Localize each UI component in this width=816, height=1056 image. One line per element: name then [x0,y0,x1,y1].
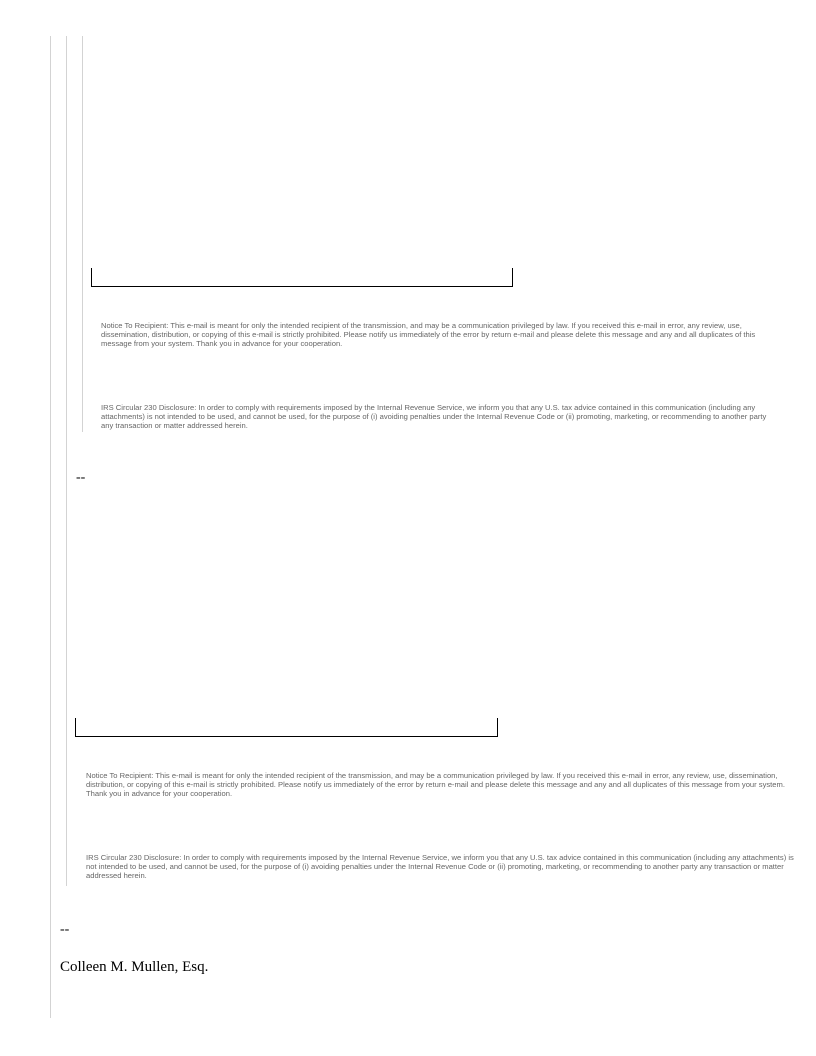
empty-table-box [91,268,513,287]
quote-level-3-line [82,36,83,432]
empty-table-box [75,718,498,737]
quote-level-1-line [50,36,51,1018]
irs-circular-230-text: IRS Circular 230 Disclosure: In order to comply with requirements imposed by the Internal Revenue Service, we inform you that any U.S. tax advice contained in this communication (including any attachments) is not intended to be used, and cannot be used, for the purpose of (i) avoiding penalties under the Internal Revenue Code or (ii) promoting, marketing, or recommending to another party any transaction or matter addressed herein. [86,853,794,880]
signature-name: Colleen M. Mullen, Esq. [60,959,209,975]
signature-separator: -- [76,470,86,485]
quote-level-2-line [66,36,67,886]
irs-circular-230-text: IRS Circular 230 Disclosure: In order to comply with requirements imposed by the Internal Revenue Service, we inform you that any U.S. tax advice contained in this communication (including any attachments) is not intended to be used, and cannot be used, for the purpose of (i) avoiding penalties under the Internal Revenue Code or (ii) promoting, marketing, or recommending to another party any transaction or matter addressed herein. [101,403,767,430]
notice-to-recipient-text: Notice To Recipient: This e-mail is meant for only the intended recipient of the transmission, and may be a communication privileged by law. If you received this e-mail in error, any review, use, dissemination, distribution, or copying of this e-mail is strictly prohibited. Please notify us immediately of the error by return e-mail and please delete this message and any and all duplicates of this message from your system. Thank you in advance for your cooperation. [101,321,756,348]
signature-separator: -- [60,922,70,937]
notice-to-recipient-text: Notice To Recipient: This e-mail is meant for only the intended recipient of the transmission, and may be a communication privileged by law. If you received this e-mail in error, any review, use, dissemination, distribution, or copying of this e-mail is strictly prohibited. Please notify us immediately of the error by return e-mail and please delete this message and any and all duplicates of this message from your system. Thank you in advance for your cooperation. [86,771,785,798]
